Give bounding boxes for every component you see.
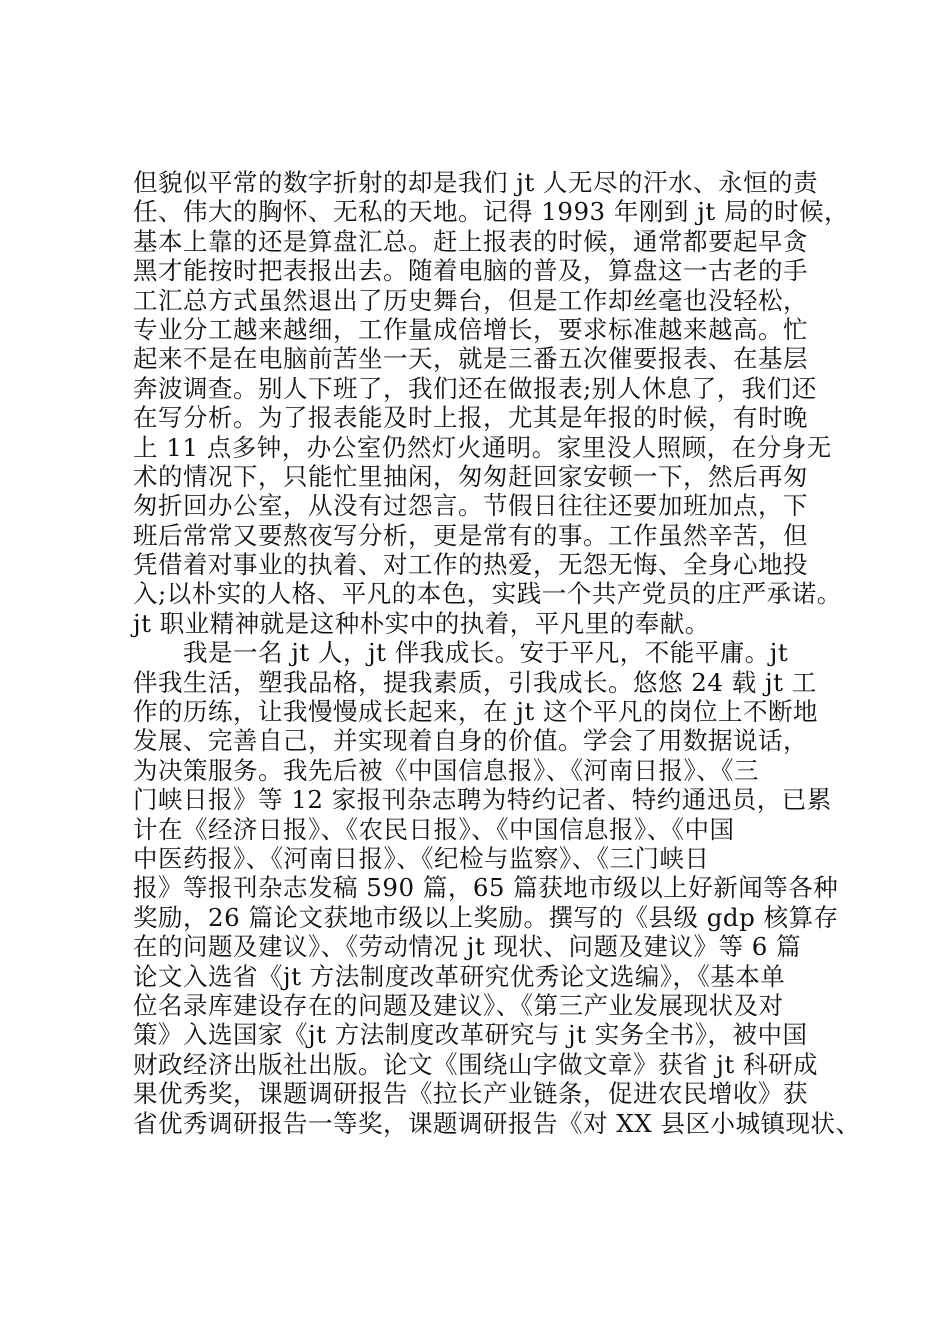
text-line: 门峡日报》等 12 家报刊杂志聘为特约记者、特约通迅员，已累 bbox=[133, 785, 832, 815]
text-line: 但貌似平常的数字折射的却是我们 jt 人无尽的汗水、永恒的责 bbox=[133, 168, 819, 197]
text-line: 黑才能按时把表报出去。随着电脑的普及，算盘这一古老的手 bbox=[133, 256, 808, 286]
text-line: 班后常常又要熬夜写分析，更是常有的事。工作虽然辛苦，但 bbox=[133, 520, 808, 550]
text-line: 奔波调查。别人下班了，我们还在做报表;别人休息了，我们还 bbox=[133, 373, 817, 403]
text-line: 在的问题及建议》、《劳动情况 jt 现状、问题及建议》等 6 篇 bbox=[133, 932, 802, 962]
text-line: 任、伟大的胸怀、无私的天地。记得 1993 年刚到 jt 局的时候， bbox=[133, 197, 849, 227]
text-line: 为决策服务。我先后被《中国信息报》、《河南日报》、《三 bbox=[133, 755, 759, 785]
text-line: 匆折回办公室，从没有过怨言。节假日往往还要加班加点，下 bbox=[133, 491, 808, 521]
text-line: 计在《经济日报》、《农民日报》、《中国信息报》、《中国 bbox=[133, 814, 735, 844]
text-line: 作的历练，让我慢慢成长起来，在 jt 这个平凡的岗位上不断地 bbox=[133, 697, 819, 727]
text-line: 专业分工越来越细，工作量成倍增长，要求标准越来越高。忙 bbox=[133, 314, 808, 344]
text-line: 起来不是在电脑前苦坐一天，就是三番五次催要报表、在基层 bbox=[133, 344, 808, 374]
text-line: 报》等报刊杂志发稿 590 篇，65 篇获地市级以上好新闻等各种 bbox=[133, 873, 839, 903]
text-line: 财政经济出版社出版。论文《围绕山字做文章》获省 jt 科研成 bbox=[133, 1049, 819, 1079]
text-line: 奖励，26 篇论文获地市级以上奖励。撰写的《县级 gdp 核算存 bbox=[133, 902, 839, 932]
text-line: 策》入选国家《jt 方法制度改革研究与 jt 实务全书》，被中国 bbox=[133, 1020, 808, 1050]
text-line: 伴我生活，塑我品格，提我素质，引我成长。悠悠 24 载 jt 工 bbox=[133, 667, 817, 697]
text-line: 发展、完善自己，并实现着自身的价值。学会了用数据说话， bbox=[133, 726, 808, 756]
text-line: 上 11 点多钟，办公室仍然灯火通明。家里没人照顾，在分身无 bbox=[133, 432, 832, 462]
text-line: 入;以朴实的人格、平凡的本色，实践一个共产党员的庄严承诺。 bbox=[133, 579, 842, 609]
text-line: 术的情况下，只能忙里抽闲，匆匆赶回家安顿一下，然后再匆 bbox=[133, 461, 808, 491]
text-line: 省优秀调研报告一等奖，课题调研报告《对 XX 县区小城镇现状、 bbox=[133, 1108, 861, 1138]
paragraph-start-line: 我是一名 jt 人，jt 伴我成长。安于平凡，不能平庸。jt bbox=[133, 638, 789, 668]
text-line: 在写分析。为了报表能及时上报，尤其是年报的时候，有时晚 bbox=[133, 403, 808, 433]
text-line: 果优秀奖，课题调研报告《拉长产业链条，促进农民增收》获 bbox=[133, 1079, 808, 1109]
text-line: 论文入选省《jt 方法制度改革研究优秀论文选编》，《基本单 bbox=[133, 961, 786, 991]
text-line: 位名录库建设存在的问题及建议》、《第三产业发展现状及对 bbox=[133, 990, 784, 1020]
text-line: jt 职业精神就是这种朴实中的执着，平凡里的奉献。 bbox=[133, 608, 710, 638]
text-line: 工汇总方式虽然退出了历史舞台，但是工作却丝毫也没轻松， bbox=[133, 285, 808, 315]
text-line: 中医药报》、《河南日报》、《纪检与监察》、《三门峡日 bbox=[133, 843, 710, 873]
text-line: 凭借着对事业的执着、对工作的热爱，无怨无悔、全身心地投 bbox=[133, 550, 808, 580]
body-text bbox=[133, 168, 861, 1138]
text-line: 基本上靠的还是算盘汇总。赶上报表的时候，通常都要起早贪 bbox=[133, 226, 808, 256]
